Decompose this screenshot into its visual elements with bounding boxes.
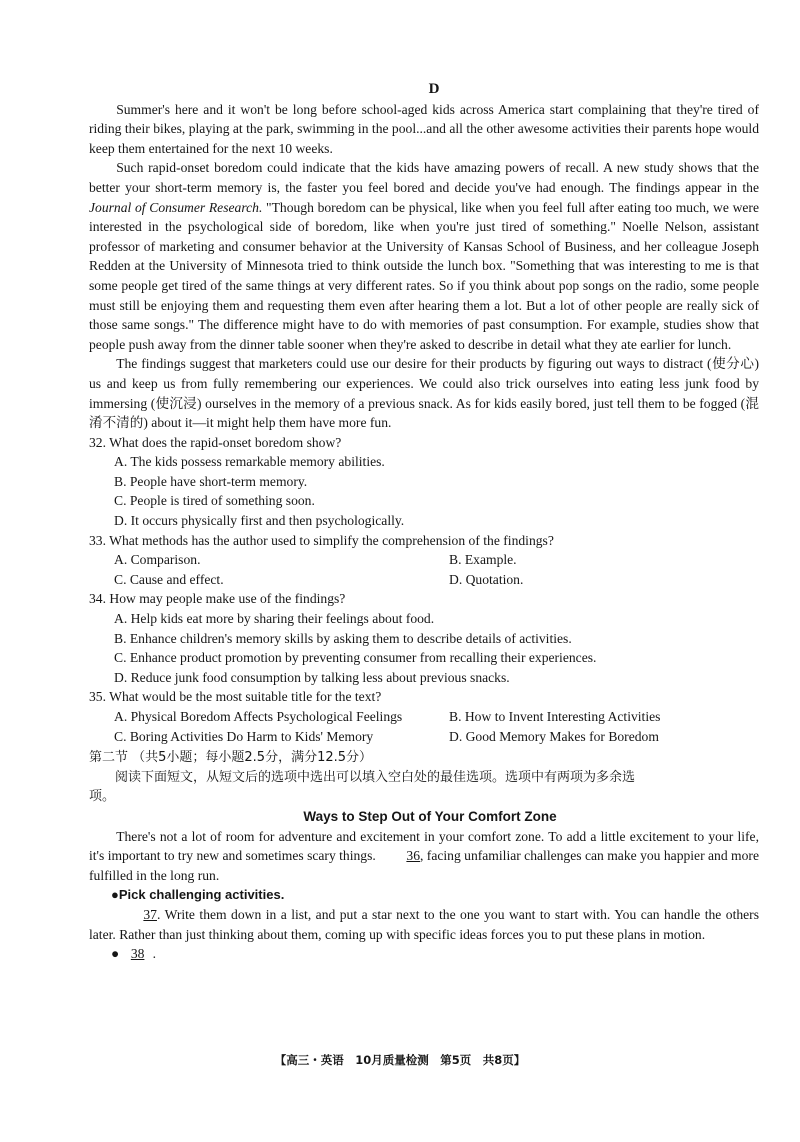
option-d[interactable]: D. Quotation. (449, 571, 524, 587)
bullet-heading: ●Pick challenging activities. (111, 887, 285, 903)
options-grid (89, 707, 759, 746)
article-paragraph-1-part-a: There's not a lot of room for adventure and excitement in your comfort zone. To add a little excitement to your life, it's important to try new and sometimes scary things. (89, 828, 759, 864)
article-paragraph-2-text: . Write them down in a list, and put a star next to the one you want to start with. You can handle the others later. Rather than just thinking about them, coming up with specific ideas forces you to put these plans in motion. (89, 906, 759, 942)
question-stem: 34. How may people make use of the findings? (89, 591, 346, 607)
article-paragraph-1-part-b: , facing unfamiliar challenges can make you happier and more fulfilled in the long run. (89, 848, 759, 883)
bullet-tail: . (152, 946, 157, 962)
section-2-instruction-cont: 项。 (89, 789, 116, 805)
blank-36[interactable]: 36 (406, 848, 420, 864)
section-letter: D (428, 81, 440, 97)
options-grid (89, 550, 759, 589)
question-stem: 32. What does the rapid-onset boredom show? (89, 434, 342, 450)
question-stem: 35. What would be the most suitable title for the text? (89, 689, 382, 705)
page-footer: 【高三・英语 10月质量检测 第5页 共8页】 (274, 1053, 526, 1067)
option-b[interactable]: B. Example. (449, 552, 517, 568)
option-a[interactable]: A. Physical Boredom Affects Psychological Feelings (114, 709, 403, 724)
question-34 (89, 589, 759, 687)
option-c[interactable]: C. Enhance product promotion by preventing consumer from recalling their experiences. (114, 650, 597, 666)
option-b[interactable]: B. Enhance children's memory skills by asking them to describe details of activities. (114, 630, 572, 646)
page-content (89, 80, 759, 964)
option-b[interactable]: B. People have short-term memory. (114, 473, 308, 489)
option-a[interactable]: A. The kids possess remarkable memory abilities. (114, 454, 385, 470)
option-d[interactable]: D. Reduce junk food consumption by talking less about previous snacks. (114, 669, 510, 685)
article-paragraph-2 (89, 905, 759, 944)
question-35 (89, 687, 759, 746)
option-d[interactable]: D. It occurs physically first and then psychologically. (114, 513, 405, 529)
article-paragraph-1 (89, 827, 759, 886)
option-c[interactable]: C. Boring Activities Do Harm to Kids' Memory (114, 728, 374, 744)
bullet-dot: ● (111, 946, 120, 962)
passage-paragraph-2-part-b: "Though boredom can be physical, like when you feel full after eating too much, we were interested in the psychological side of boredom, like when you're just tired of something." Noelle Nelson, assistant professor of marketing and consumer behavior at the University of Kansas School of Business, and her colleague Joseph Redden at the University of Minnesota tried to think outside the lunch box. "Something that was interesting to me is that some people get tired of the same things at very different rates. So if you think about pop songs on the radio, some people must still be enjoying them and requesting them even after hearing them a lot. But a lot of other people are really sick of those same songs." The difference might have to do with memories of past consumption. For example, studies show that people push away from the dinner table sooner when they're asked to describe in detail what they ate earlier for lunch. (89, 199, 759, 352)
question-stem: 33. What methods has the author used to simplify the comprehension of the findings? (89, 532, 554, 548)
article-title: Ways to Step Out of Your Comfort Zone (303, 808, 557, 824)
option-a[interactable]: A. Help kids eat more by sharing their feelings about food. (114, 611, 435, 627)
section-2-heading: 第二节 （共5小题；每小题2.5分，满分12.5分） (89, 750, 373, 766)
blank-38[interactable]: 38 (130, 946, 145, 962)
journal-name: Journal of Consumer Research. (89, 199, 263, 215)
option-b[interactable]: B. How to Invent Interesting Activities (449, 709, 661, 724)
question-32 (89, 433, 759, 531)
passage-paragraph-1: Summer's here and it won't be long before school-aged kids across America start complaining that they're tired of riding their bikes, playing at the park, swimming in the pool...and all the other awesome activities their parents hope would keep them entertained for the next 10 weeks. (89, 101, 759, 156)
bullet-blank-38 (89, 944, 759, 964)
option-d[interactable]: D. Good Memory Makes for Boredom (449, 728, 659, 744)
blank-37[interactable]: 37 (143, 906, 157, 922)
option-c[interactable]: C. Cause and effect. (114, 571, 224, 587)
section-2-instruction: 阅读下面短文，从短文后的选项中选出可以填入空白处的最佳选项。选项中有两项为多余选 (115, 769, 636, 785)
option-c[interactable]: C. People is tired of something soon. (114, 493, 315, 509)
passage-paragraph-2 (89, 158, 759, 354)
passage-paragraph-3: The findings suggest that marketers could use our desire for their products by figuring out ways to distract (使分心) us and keep us from fully remembering our experiences. We could also trick ourselves into eating less junk food by immersing (使沉浸) ourselves in the memory of a previous snack. As for kids easily bored, just tell them to be fogged (混淆不清的) about it—it might help them have more fun. (89, 356, 759, 431)
option-a[interactable]: A. Comparison. (114, 552, 201, 568)
passage-paragraph-2-part-a: Such rapid-onset boredom could indicate that the kids have amazing powers of recall. A new study shows that the better your short-term memory is, the faster you feel bored and decide you've had enough. The findings appear in the (89, 160, 759, 195)
question-33 (89, 531, 759, 590)
